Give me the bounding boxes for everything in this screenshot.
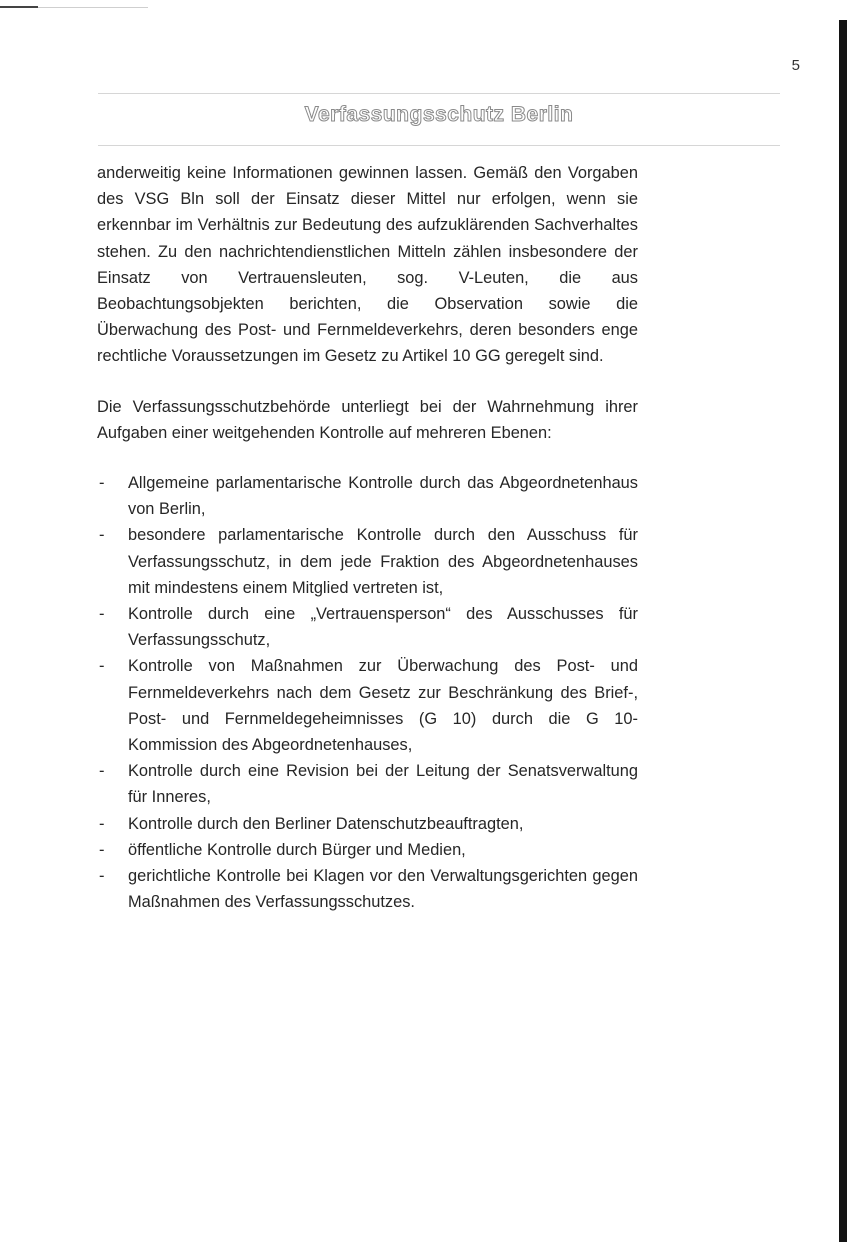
list-bullet: -	[99, 657, 105, 676]
list-bullet: -	[99, 867, 105, 886]
list-item-text: gerichtliche Kontrolle bei Klagen vor den Verwaltungsgerichten gegen Maßnahmen des Verfassungsschutzes.	[128, 867, 638, 912]
running-head: Verfassungsschutz Berlin	[304, 103, 574, 126]
scan-artifact-mark	[0, 6, 38, 8]
list-item-text: Allgemeine parlamentarische Kontrolle durch das Abgeordnetenhaus von Berlin,	[128, 474, 638, 519]
list-item	[97, 470, 638, 522]
list-item-text: Kontrolle durch den Berliner Datenschutzbeauftragten,	[128, 814, 524, 833]
list-item-text: Kontrolle durch eine Revision bei der Leitung der Senatsverwaltung für Inneres,	[128, 762, 638, 807]
list-item	[97, 653, 638, 758]
list-bullet: -	[99, 814, 105, 833]
control-levels-list	[97, 470, 638, 915]
paragraph-intelligence-means: anderweitig keine Informationen gewinnen lassen. Gemäß den Vorgaben des VSG Bln soll der Einsatz dieser Mittel nur erfolgen, wenn sie erkennbar im Verhältnis zur Bedeutung des aufzuklärenden Sachverhaltes stehen. Zu den nachrichtendienstlichen Mitteln zählen insbesondere der Einsatz von Vertrauensleuten, sog. V-Leuten, die aus Beobachtungsobjekten berichten, die Observation sowie die Überwachung des Post- und Fernmeldeverkehrs, deren besonders enge rechtliche Voraussetzungen im Gesetz zu Artikel 10 GG geregelt sind.	[97, 164, 638, 366]
list-item	[97, 758, 638, 810]
body-text	[97, 160, 638, 915]
list-item	[97, 863, 638, 915]
list-bullet: -	[99, 762, 105, 781]
paragraph-control-intro: Die Verfassungsschutzbehörde unterliegt bei der Wahrnehmung ihrer Aufgaben einer weitgehenden Kontrolle auf mehreren Ebenen:	[97, 397, 638, 442]
list-item-text: Kontrolle durch eine „Vertrauensperson“ des Ausschusses für Verfassungsschutz,	[128, 605, 638, 650]
list-item	[97, 837, 638, 863]
page-number: 5	[791, 57, 800, 74]
header-rule-bottom	[98, 145, 780, 146]
list-bullet: -	[99, 840, 105, 859]
list-item	[97, 601, 638, 653]
list-item	[97, 522, 638, 601]
list-item	[97, 811, 638, 837]
header-rule-top	[98, 93, 780, 94]
list-bullet: -	[99, 605, 105, 624]
list-bullet: -	[99, 526, 105, 545]
list-item-text: besondere parlamentarische Kontrolle durch den Ausschuss für Verfassungsschutz, in dem jede Fraktion des Abgeordnetenhauses mit mindestens einem Mitglied vertreten ist,	[128, 526, 638, 597]
list-bullet: -	[99, 474, 105, 493]
scan-artifact-line	[38, 7, 148, 8]
list-item-text: Kontrolle von Maßnahmen zur Überwachung des Post- und Fernmeldeverkehrs nach dem Gesetz zur Beschränkung des Brief-, Post- und Fernmeldegeheimnisses (G 10) durch die G 10-Kommission des Abgeordnetenhauses,	[128, 657, 638, 755]
list-item-text: öffentliche Kontrolle durch Bürger und Medien,	[128, 840, 466, 859]
page-edge-shadow	[839, 20, 847, 1242]
